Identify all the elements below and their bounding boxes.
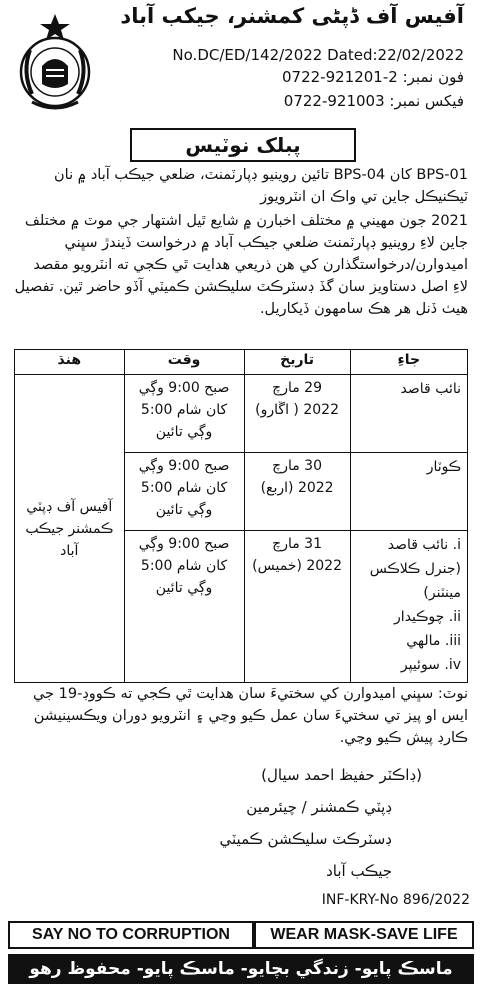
date-year: 2022 (خميس) — [252, 558, 342, 574]
intro-paragraph-2: 2021 جون مهيني ۾ مختلف اخبارن ۾ شايع ٿيل اشتهار جي موٽ ۾ مختلف جاين لاءِ روينيو ڊپارٽمنٽ ضلعي جيڪب آباد ۾ درخواست ڏيندڙ سڀني اميدوارن/درخواستگذارن کي هن ذريعي هدايت ٿي ڪجي ته انٽرويو مقصد لاءِ اصل دستاويز سان گڏ ڊسٽرڪٽ سليڪشن ڪميٽي آڏو حاضر ٿين. تفصيل هيٺ ڏنل هر هڪ سامهون ڏيکاريل. — [14, 213, 468, 317]
fax-line — [284, 92, 464, 110]
date-cell — [244, 453, 350, 531]
post-item-iv: iv. سوئيپر — [400, 657, 461, 673]
time-suffix: وڳي تائين — [155, 502, 213, 518]
inf-number: INF-KRY-No 896/2022 — [321, 892, 470, 908]
time-suffix: وڳي تائين — [155, 580, 213, 596]
post-cell: ڪوٽار — [350, 453, 467, 531]
signatory-title-2: ڊسٽرڪٽ سليڪشن ڪميٽي — [219, 830, 392, 848]
time-suffix: وڳي تائين — [155, 424, 213, 440]
notice-title: پبلک نوٽيس — [130, 128, 356, 162]
place-cell: آفيس آف ڊپٽي ڪمشنر جيڪب آباد — [15, 375, 125, 683]
phone-number: 0722-921201-2 — [282, 68, 398, 86]
post-item-i: i. نائب قاصد (جنرل ڪلاڪس مينٽنر) — [369, 537, 461, 601]
header-place: هنڌ — [15, 350, 125, 375]
time-cell — [124, 531, 244, 683]
reference-number: No.DC/ED/142/2022 Dated:22/02/2022 — [172, 46, 464, 64]
fax-label: فیکس نمبر: — [389, 92, 464, 110]
phone-label: فون نمبر: — [402, 68, 464, 86]
table-row — [15, 375, 468, 453]
time-end: کان شام 5:00 — [140, 480, 228, 496]
time-start: صبح 9:00 وڳي — [138, 458, 230, 474]
office-title: آفیس آف ڈپٹی کمشنر، جیکب آباد — [120, 4, 464, 28]
post-cell: نائب قاصد — [350, 375, 467, 453]
time-start: صبح 9:00 وڳي — [138, 536, 230, 552]
header-date: تاريخ — [244, 350, 350, 375]
government-seal-logo — [10, 10, 100, 114]
time-cell — [124, 453, 244, 531]
post-item-ii: ii. چوڪيدار — [394, 609, 461, 625]
phone-line — [282, 68, 464, 86]
time-end: کان شام 5:00 — [140, 558, 228, 574]
header-post: جاءِ — [350, 350, 467, 375]
time-start: صبح 9:00 وڳي — [138, 380, 230, 396]
interview-schedule-table — [14, 349, 468, 683]
header-time: وقت — [124, 350, 244, 375]
slogan-anti-corruption: SAY NO TO CORRUPTION — [8, 921, 254, 949]
intro-paragraph-1: BPS-01 کان BPS-04 تائين روينيو ڊپارٽمنٽ، ضلعي جيڪب آباد ۾ نان ٽيڪنيڪل جاين تي واڪ ان انٽرويوز — [54, 167, 468, 205]
date-day: 29 مارچ — [272, 380, 322, 396]
date-cell — [244, 375, 350, 453]
slogan-row — [8, 918, 474, 944]
time-cell — [124, 375, 244, 453]
slogan-wear-mask: WEAR MASK-SAVE LIFE — [254, 921, 474, 949]
date-cell — [244, 531, 350, 683]
signatory-title-1: ڊپٽي ڪمشنر / چيئرمين — [246, 798, 392, 816]
signatory-name: (ڊاڪٽر حفيظ احمد سيال) — [261, 766, 422, 784]
date-day: 30 مارچ — [272, 458, 322, 474]
date-year: 2022 ( اڱارو) — [255, 402, 339, 418]
table-header-row — [15, 350, 468, 375]
signatory-title-3: جيڪب آباد — [326, 862, 392, 880]
post-item-iii: iii. مالهي — [406, 633, 461, 649]
covid-note: نوٽ: سڀني اميدوارن کي سختيءَ سان هدايت ٿي ڪجي ته ڪووڊ-19 جي ايس او پيز تي سختيءَ سان عمل ڪيو وڃي ۽ انٽرويو دوران ويڪسينيشن ڪارڊ پيش ڪيو وڃي. — [32, 686, 468, 746]
post-cell — [350, 531, 467, 683]
date-day: 31 مارچ — [272, 536, 322, 552]
urdu-slogan-bar: ماسڪ پايو- زندگي بچايو- ماسڪ پايو- محفوظ رهو — [8, 954, 474, 984]
time-end: کان شام 5:00 — [140, 402, 228, 418]
date-year: 2022 (اربع) — [260, 480, 334, 496]
fax-number: 0722-921003 — [283, 92, 385, 110]
